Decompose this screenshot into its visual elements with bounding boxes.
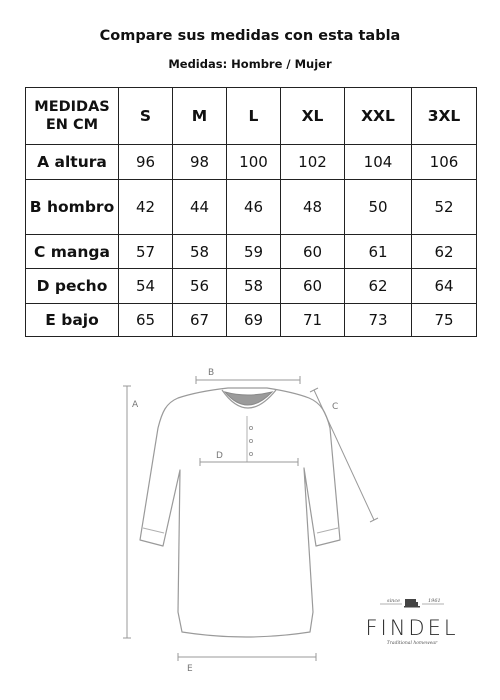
logo-year: 1961: [428, 598, 441, 604]
sewing-machine-icon: [352, 594, 472, 610]
garment-diagram: [0, 355, 500, 700]
logo-tagline: Traditional homewear: [386, 641, 438, 646]
label-b: B: [208, 368, 215, 378]
table-cell: 61: [345, 235, 412, 269]
table-cell: 100: [227, 145, 281, 180]
label-d: D: [216, 451, 223, 461]
table-row: [26, 180, 477, 235]
table-header-row: [26, 88, 477, 145]
logo-since: since: [387, 598, 401, 604]
row-label: E bajo: [26, 304, 119, 337]
table-cell: 104: [345, 145, 412, 180]
size-header: XL: [281, 88, 345, 145]
corner-header: MEDIDAS EN CM: [26, 88, 119, 145]
size-header: XXL: [345, 88, 412, 145]
table-row: [26, 269, 477, 304]
table-cell: 96: [119, 145, 173, 180]
table-cell: 102: [281, 145, 345, 180]
size-header: 3XL: [412, 88, 477, 145]
row-label: C manga: [26, 235, 119, 269]
table-cell: 58: [173, 235, 227, 269]
label-e: E: [187, 664, 193, 674]
size-chart-table: [25, 87, 477, 337]
table-cell: 64: [412, 269, 477, 304]
label-c: C: [332, 402, 339, 412]
table-cell: 58: [227, 269, 281, 304]
table-cell: 42: [119, 180, 173, 235]
table-row: [26, 235, 477, 269]
table-cell: 60: [281, 269, 345, 304]
table-cell: 56: [173, 269, 227, 304]
table-cell: 65: [119, 304, 173, 337]
table-cell: 46: [227, 180, 281, 235]
table-cell: 50: [345, 180, 412, 235]
logo-name: FINDEL: [365, 616, 459, 640]
measure-e-hem: [178, 653, 316, 674]
table-cell: 62: [345, 269, 412, 304]
label-a: A: [132, 400, 139, 410]
table-cell: 59: [227, 235, 281, 269]
brand-logo: [352, 594, 472, 646]
table-cell: 60: [281, 235, 345, 269]
measure-b-shoulder: [196, 368, 300, 384]
table-cell: 98: [173, 145, 227, 180]
table-cell: 75: [412, 304, 477, 337]
page-title: Compare sus medidas con esta tabla: [99, 28, 401, 44]
table-row: [26, 145, 477, 180]
nightshirt-silhouette: [140, 388, 340, 637]
measure-a-height: [123, 386, 139, 638]
size-header: L: [227, 88, 281, 145]
table-cell: 106: [412, 145, 477, 180]
size-header: M: [173, 88, 227, 145]
table-row: [26, 304, 477, 337]
table-cell: 62: [412, 235, 477, 269]
table-cell: 44: [173, 180, 227, 235]
row-label: D pecho: [26, 269, 119, 304]
size-header: S: [119, 88, 173, 145]
table-cell: 67: [173, 304, 227, 337]
table-cell: 71: [281, 304, 345, 337]
table-cell: 48: [281, 180, 345, 235]
row-label: B hombro: [26, 180, 119, 235]
table-cell: 54: [119, 269, 173, 304]
row-label: A altura: [26, 145, 119, 180]
garment-body-outline: [140, 388, 340, 637]
table-cell: 73: [345, 304, 412, 337]
table-cell: 57: [119, 235, 173, 269]
table-cell: 69: [227, 304, 281, 337]
page-subtitle: Medidas: Hombre / Mujer: [168, 57, 332, 71]
table-cell: 52: [412, 180, 477, 235]
